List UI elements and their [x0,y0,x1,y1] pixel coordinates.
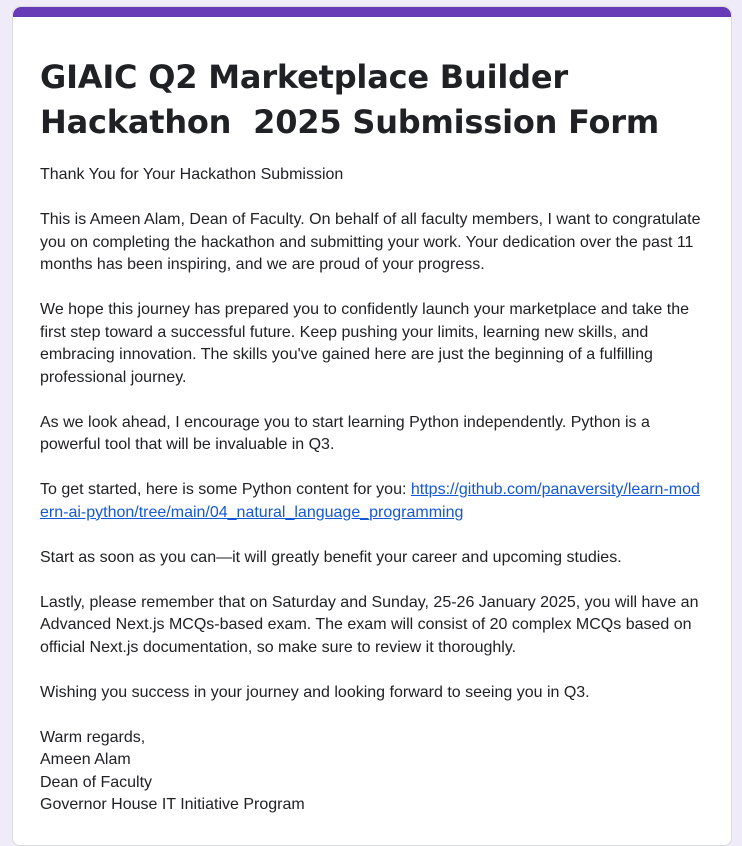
form-title: GIAIC Q2 Marketplace Builder Hackathon 2025 Submission Form [40,58,660,141]
form-accent-bar [13,7,731,17]
form-header-body [13,17,731,817]
description-paragraph-8: Wishing you success in your journey and looking forward to seeing you in Q3. [40,683,590,701]
signature-closing: Warm regards, [40,728,146,746]
python-content-link[interactable]: https://github.com/panaversity/learn-modern-ai-python/tree/main/04_natural_language_programming [40,481,700,521]
python-content-intro: To get started, here is some Python content for you: [40,481,411,498]
signature-role: Dean of Faculty [40,773,153,791]
description-paragraph-4: As we look ahead, I encourage you to start learning Python independently. Python is a powerful tool that will be invaluable in Q3. [40,413,650,453]
signature-block [40,727,707,817]
signature-organization: Governor House IT Initiative Program [40,796,305,813]
description-paragraph-2: This is Ameen Alam, Dean of Faculty. On behalf of all faculty members, I want to congratulate you on completing the hackathon and submitting your work. Your dedication over the past 11 months has been inspiring, and we are proud of your progress. [40,211,701,273]
signature-name: Ameen Alam [40,751,131,768]
description-paragraph-7: Lastly, please remember that on Saturday and Sunday, 25-26 January 2025, you will have an Advanced Next.js MCQs-based exam. The exam will consist of 20 complex MCQs based on official Next.js documentation, so make sure to review it thoroughly. [40,593,699,656]
description-paragraph-1: Thank You for Your Hackathon Submission [40,166,344,183]
form-description [40,164,707,817]
description-paragraph-3: We hope this journey has prepared you to confidently launch your marketplace and take the first step toward a successful future. Keep pushing your limits, learning new skills, and embracing innovation. The skills you've gained here are just the beginning of a fulfilling professional journey. [40,301,689,386]
description-paragraph-6: Start as soon as you can—it will greatly benefit your career and upcoming studies. [40,548,622,566]
description-paragraph-5 [40,479,707,524]
form-header-card [12,6,732,846]
